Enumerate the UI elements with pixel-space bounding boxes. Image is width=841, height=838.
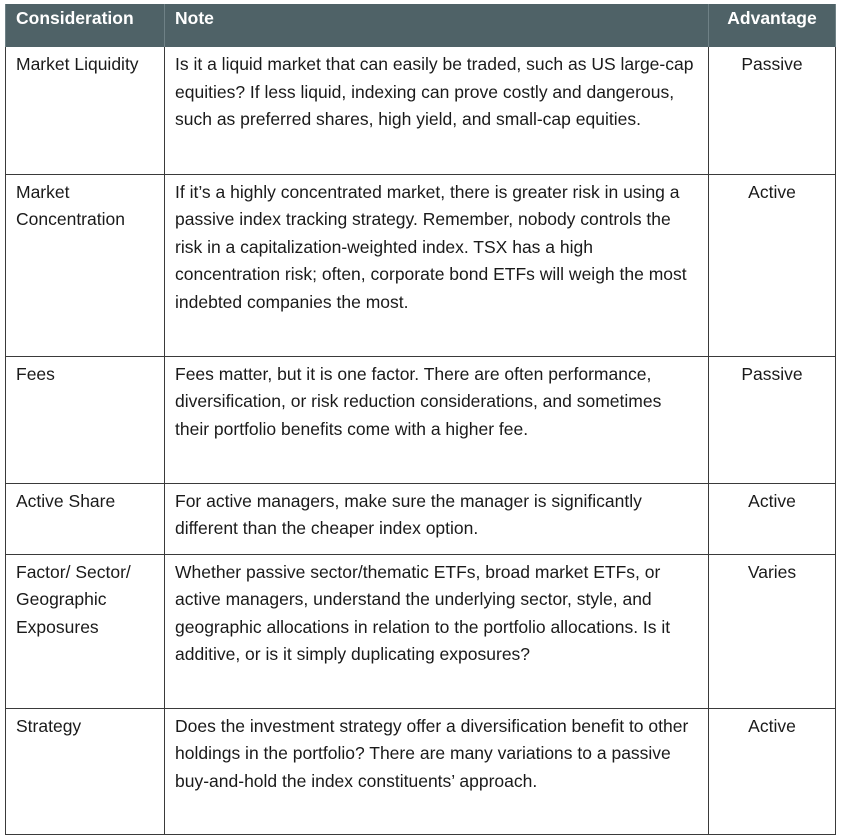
advantage-cell: Passive [709,47,836,174]
consideration-cell: Active Share [6,483,165,554]
note-cell: Whether passive sector/thematic ETFs, broad market ETFs, or active managers, understand the underlying sector, style, and geographic allocations in relation to the portfolio allocations. Is it additive, or is it simply duplicating exposures? [165,554,709,708]
advantage-cell: Active [709,483,836,554]
consideration-cell: Strategy [6,708,165,834]
advantage-cell: Varies [709,554,836,708]
note-cell: If it’s a highly concentrated market, there is greater risk in using a passive index tracking strategy. Remember, nobody controls the risk in a capitalization-weighted index. TSX has a high concentration risk; often, corporate bond ETFs will weigh the most indebted companies the most. [165,174,709,356]
note-cell: Does the investment strategy offer a diversification benefit to other holdings in the portfolio? There are many variations to a passive buy-and-hold the index constituents’ approach. [165,708,709,834]
table-row [6,356,836,483]
header-note: Note [165,4,709,47]
table-row [6,174,836,356]
note-cell: Fees matter, but it is one factor. There are often performance, diversification, or risk reduction considerations, and sometimes their portfolio benefits come with a higher fee. [165,356,709,483]
note-cell: For active managers, make sure the manager is significantly different than the cheaper index option. [165,483,709,554]
table-row [6,708,836,834]
table-row [6,483,836,554]
header-row [6,4,836,47]
header-consideration: Consideration [6,4,165,47]
table-row [6,554,836,708]
advantage-cell: Active [709,174,836,356]
consideration-cell: Market Liquidity [6,47,165,174]
consideration-cell: Factor/ Sector/ Geographic Exposures [6,554,165,708]
header-advantage: Advantage [709,4,836,47]
considerations-table [5,4,836,835]
table-row [6,47,836,174]
consideration-cell: Fees [6,356,165,483]
advantage-cell: Passive [709,356,836,483]
advantage-cell: Active [709,708,836,834]
note-cell: Is it a liquid market that can easily be traded, such as US large-cap equities? If less liquid, indexing can prove costly and dangerous, such as preferred shares, high yield, and small-cap equities. [165,47,709,174]
consideration-cell: Market Concentration [6,174,165,356]
